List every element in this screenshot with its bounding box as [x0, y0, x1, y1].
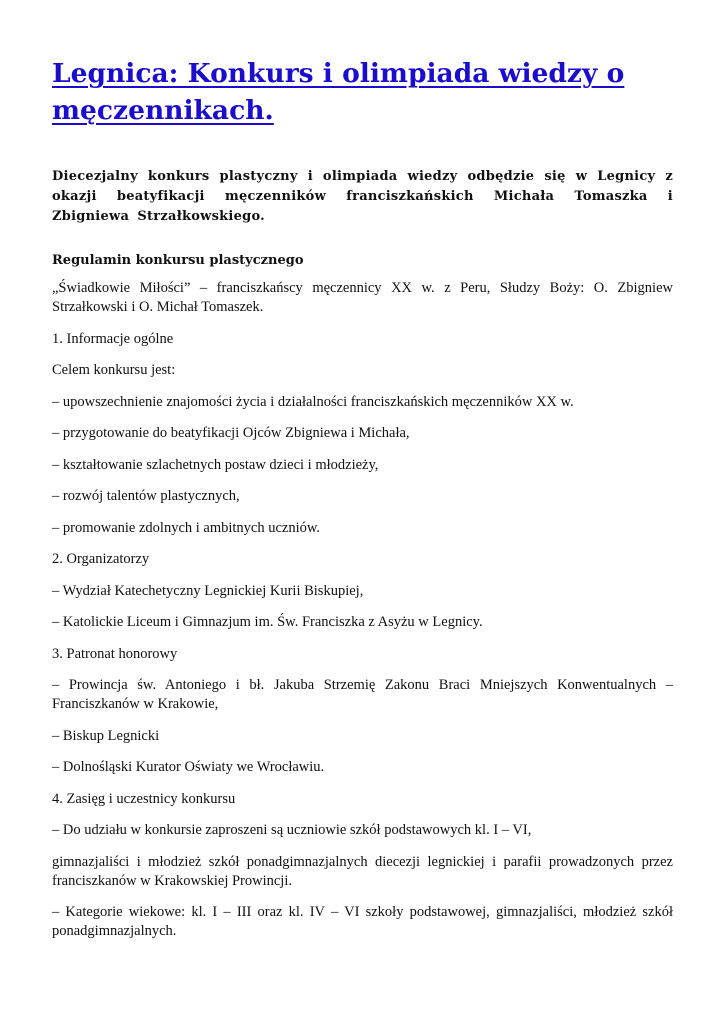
article-lead: Diecezjalny konkurs plastyczny i olimpiada wiedzy odbędzie się w Legnicy z okazji beatyfikacji męczenników franciszkańskich Michała Tomaszka i Zbigniewa Strzałkowskiego.	[52, 169, 673, 224]
body-paragraph: – Katolickie Liceum i Gimnazjum im. Św. Franciszka z Asyżu w Legnicy.	[52, 614, 483, 630]
body-paragraph: – promowanie zdolnych i ambitnych uczniów.	[52, 519, 321, 536]
body-paragraph: – Kategorie wiekowe: kl. I – III oraz kl. IV – VI szkoły podstawowej, gimnazjaliści, młodzież szkół ponadgimnazjalnych.	[52, 904, 673, 939]
article-title[interactable]	[52, 55, 673, 129]
body-paragraph: – rozwój talentów plastycznych,	[52, 488, 240, 504]
body-paragraph: – Wydział Katechetyczny Legnickiej Kurii Biskupiej,	[52, 582, 364, 599]
body-paragraph: 2. Organizatorzy	[52, 551, 150, 567]
body-paragraph: – Prowincja św. Antoniego i bł. Jakuba Strzemię Zakonu Braci Mniejszych Konwentualnych – Franciszkanów w Krakowie,	[52, 677, 673, 712]
body-paragraph: – kształtowanie szlachetnych postaw dzieci i młodzieży,	[52, 456, 379, 473]
body-paragraph: – Do udziału w konkursie zaproszeni są uczniowie szkół podstawowych kl. I – VI,	[52, 822, 532, 838]
article-body	[52, 279, 673, 941]
body-paragraph: – Dolnośląski Kurator Oświaty we Wrocławiu.	[52, 759, 325, 775]
body-paragraph: gimnazjaliści i młodzież szkół ponadgimnazjalnych diecezji legnickiej i parafii prowadzonych przez franciszkanów w Krakowskiej Prowincji.	[52, 853, 673, 889]
body-paragraph: – przygotowanie do beatyfikacji Ojców Zbigniewa i Michała,	[52, 425, 410, 441]
body-paragraph: Celem konkursu jest:	[52, 362, 176, 378]
body-paragraph: 1. Informacje ogólne	[52, 330, 174, 347]
body-paragraph: – Biskup Legnicki	[52, 727, 160, 744]
body-paragraph: „Świadkowie Miłości” – franciszkańscy męczennicy XX w. z Peru, Słudzy Boży: O. Zbigniew Strzałkowski i O. Michał Tomaszek.	[52, 280, 673, 315]
body-paragraph: 4. Zasięg i uczestnicy konkursu	[52, 790, 236, 807]
article-title-link[interactable]: Legnica: Konkurs i olimpiada wiedzy o męczennikach.	[52, 58, 625, 126]
body-paragraph: 3. Patronat honorowy	[52, 645, 178, 662]
section-heading: Regulamin konkursu plastycznego	[52, 253, 304, 268]
body-paragraph: – upowszechnienie znajomości życia i działalności franciszkańskich męczenników XX w.	[52, 393, 574, 410]
